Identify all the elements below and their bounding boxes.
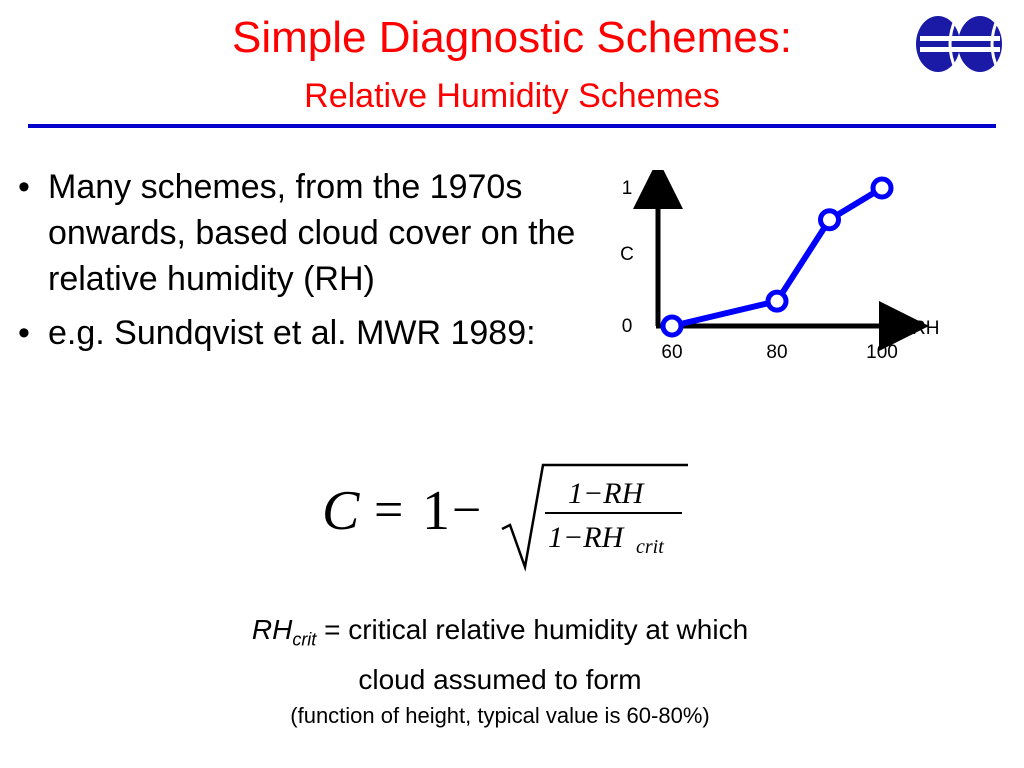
bullet-marker: •	[18, 314, 30, 352]
slide-subtitle: Relative Humidity Schemes	[304, 77, 720, 115]
data-point	[768, 292, 786, 310]
y-tick-label: 0	[621, 316, 633, 337]
footnote: (function of height, typical value is 60-80%)	[290, 703, 710, 728]
definition-term: RH	[251, 614, 293, 645]
bullet-item	[16, 164, 576, 302]
bullet-marker: •	[18, 168, 30, 206]
x-tick-label: 60	[661, 342, 683, 363]
x-tick-label: 100	[866, 342, 898, 363]
definition-line-2: cloud assumed to form	[358, 663, 642, 695]
x-tick-label: 80	[766, 342, 788, 363]
definition-line-1	[0, 610, 1000, 660]
data-point	[663, 317, 681, 335]
ecmwf-logo-icon	[914, 12, 1004, 76]
cloud-cover-chart	[600, 170, 970, 370]
formula-lhs: C	[322, 480, 360, 542]
bullet-text: e.g. Sundqvist et al. MWR 1989:	[48, 314, 536, 352]
data-point	[873, 179, 891, 197]
sundqvist-formula	[300, 455, 720, 585]
bullet-text: Many schemes, from the 1970s onwards, based cloud cover on the relative humidity (RH)	[48, 168, 576, 298]
x-axis-label: RH	[912, 318, 940, 339]
formula-minus: −	[452, 482, 482, 539]
y-axis-label: C	[620, 244, 634, 265]
definition-text-1: = critical relative humidity at which	[316, 614, 749, 645]
data-point	[821, 211, 839, 229]
formula-one: 1	[422, 480, 450, 542]
y-tick-label: 1	[621, 178, 633, 199]
title-divider	[28, 124, 996, 128]
formula-numerator: 1−RH	[568, 477, 644, 510]
formula-denominator: 1−RH	[548, 521, 624, 554]
bullet-list	[16, 164, 576, 364]
rh-crit-definition	[0, 610, 1000, 700]
formula-denominator-subscript: crit	[636, 536, 664, 558]
slide-title: Simple Diagnostic Schemes:	[231, 13, 792, 62]
formula-equals: =	[374, 482, 404, 539]
definition-term-subscript: crit	[292, 629, 317, 650]
bullet-item	[16, 310, 576, 356]
